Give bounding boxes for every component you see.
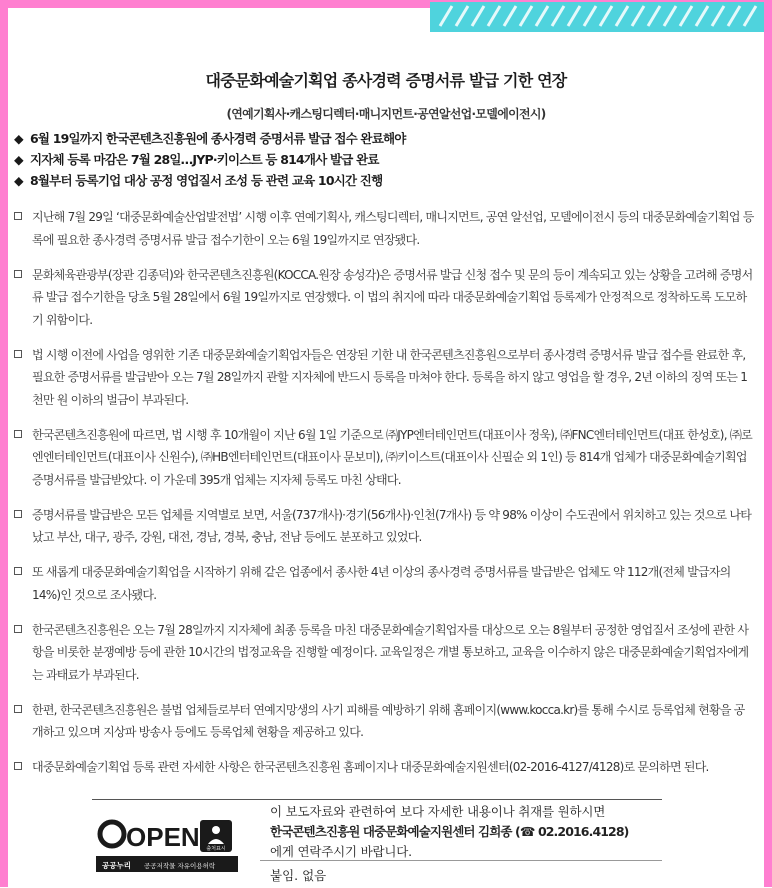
paragraph: 법 시행 이전에 사업을 영위한 기존 대중문화예술기획업자들은 연장된 기한 내 한국콘텐츠진흥원으로부터 종사경력 증명서류 발급 접수를 완료한 후, 필요한 증명서류를 발급받아 오는 7월 28일까지 관할 지자체에 반드시 등록을 마쳐야 한다. 등록을 하지 않고 영업을 할 경우, 2년 이하의 징역 또는 1천만 원 이하의 벌금이 부과된다. [14, 344, 758, 412]
decorative-top-border [0, 0, 772, 34]
square-bullet-icon [14, 510, 22, 518]
paragraph: 한국콘텐츠진흥원은 오는 7월 28일까지 지자체에 최종 등록을 마친 대중문화예술기획업자를 대상으로 오는 8월부터 공정한 영업질서 조성에 관한 사항을 비롯한 분쟁예방 등에 관한 10시간의 법정교육을 진행할 예정이다. 교육일정은 개별 통보하고, 교육을 이수하지 않은 대중문화예술기획업자에게는 과태료가 부과된다. [14, 619, 758, 687]
decorative-right-border [764, 0, 772, 887]
decorative-left-border [0, 0, 8, 887]
attachment-note: 붙임. 없음 [270, 868, 327, 883]
chevron-pattern [430, 0, 772, 32]
highlights-list [14, 128, 758, 191]
square-bullet-icon [14, 625, 22, 633]
paragraph: 한국콘텐츠진흥원에 따르면, 법 시행 후 10개월이 지난 6월 1일 기준으로 ㈜JYP엔터테인먼트(대표이사 정욱), ㈜FNC엔터테인먼트(대표 한성호), ㈜로엔엔터테인먼트(대표이사 신원수), ㈜HB엔터테인먼트(대표이사 문보미), ㈜키이스트(대표이사 신필순 외 1인) 등 814개 업체가 대중문화예술기획업 증명서류를 발급받았다. 이 가운데 395개 업체는 지자체 등록도 마친 상태다. [14, 424, 758, 492]
page-title: 대중문화예술기획업 종사경력 증명서류 발급 기한 연장 [205, 71, 567, 90]
square-bullet-icon [14, 430, 22, 438]
paragraph: 또 새롭게 대중문화예술기획업을 시작하기 위해 같은 업종에서 종사한 4년 이상의 종사경력 증명서류를 발급받은 업체도 약 112개(전체 발급자의 14%)인 것으로 조사됐다. [14, 561, 758, 606]
square-bullet-icon [14, 270, 22, 278]
person-icon [212, 826, 220, 834]
square-bullet-icon [14, 350, 22, 358]
paragraph: 지난해 7월 29일 ‘대중문화예술산업발전법’ 시행 이후 연예기획사, 캐스팅디렉터, 매니지먼트, 공연 알선업, 모델에이전시 등의 대중문화예술기획업 등록에 필요한 종사경력 증명서류 발급 접수기한이 오는 6월 19일까지로 연장됐다. [14, 206, 758, 251]
svg-text:출처표시: 출처표시 [206, 846, 226, 852]
diamond-bullet-icon: ◆ [14, 131, 23, 146]
svg-text:공공저작물 자유이용허락: 공공저작물 자유이용허락 [144, 862, 216, 870]
contact-info [270, 802, 662, 862]
square-bullet-icon [14, 567, 22, 575]
square-bullet-icon [14, 705, 22, 713]
diamond-bullet-icon: ◆ [14, 173, 23, 188]
kogl-open-logo [96, 816, 238, 872]
contact-line: 에게 연락주시기 바랍니다. [270, 844, 412, 859]
divider [260, 860, 662, 861]
highlight-item: ◆ 6월 19일까지 한국콘텐츠진흥원에 종사경력 증명서류 발급 접수 완료해야 [14, 128, 758, 149]
highlight-item: ◆ 지자체 등록 마감은 7월 28일…JYP·키이스트 등 814개사 발급 완료 [14, 149, 758, 170]
svg-text:공공누리: 공공누리 [102, 861, 131, 870]
press-release [14, 36, 758, 791]
contact-person: 한국콘텐츠진흥원 대중문화예술지원센터 김희종 (☎ 02.2016.4128) [270, 824, 629, 839]
paragraph: 한편, 한국콘텐츠진흥원은 불법 업체들로부터 연예지망생의 사기 피해를 예방하기 위해 홈페이지(www.kocca.kr)를 통해 수시로 등록업체 현황을 공개하고 있으며 지상파 방송사 등에도 등록업체 현황을 제공하고 있다. [14, 699, 758, 744]
square-bullet-icon [14, 762, 22, 770]
contact-line: 이 보도자료와 관련하여 보다 자세한 내용이나 취재를 원하시면 [270, 804, 606, 819]
highlight-item: ◆ 8월부터 등록기업 대상 공정 영업질서 조성 등 관련 교육 10시간 진행 [14, 170, 758, 191]
square-bullet-icon [14, 212, 22, 220]
diamond-bullet-icon: ◆ [14, 152, 23, 167]
page-subtitle: (연예기획사·캐스팅디렉터·매니지먼트·공연알선업·모델에이전시) [226, 107, 546, 121]
paragraph: 대중문화예술기획업 등록 관련 자세한 사항은 한국콘텐츠진흥원 홈페이지나 대중문화예술지원센터(02-2016-4127/4128)로 문의하면 된다. [14, 756, 758, 779]
logo-open-text: OPEN [126, 822, 200, 852]
paragraph: 증명서류를 발급받은 모든 업체를 지역별로 보면, 서울(737개사)·경기(56개사)·인천(7개사) 등 약 98% 이상이 수도권에서 위치하고 있는 것으로 나타났고 부산, 대구, 광주, 강원, 대전, 경남, 경북, 충남, 전남 등에도 분포하고 있었다. [14, 504, 758, 549]
footer-contact-block [92, 799, 662, 888]
paragraph: 문화체육관광부(장관 김종덕)와 한국콘텐츠진흥원(KOCCA.원장 송성각)은 증명서류 발급 신청 접수 및 문의 등이 계속되고 있는 상황을 고려해 증명서류 발급 접수기한을 당초 5월 28일에서 6월 19일까지로 연장했다. 이 법의 취지에 따라 대중문화예술기획업 등록제가 안정적으로 정착하도록 도모하기 위함이다. [14, 264, 758, 332]
body-paragraphs [14, 206, 758, 779]
